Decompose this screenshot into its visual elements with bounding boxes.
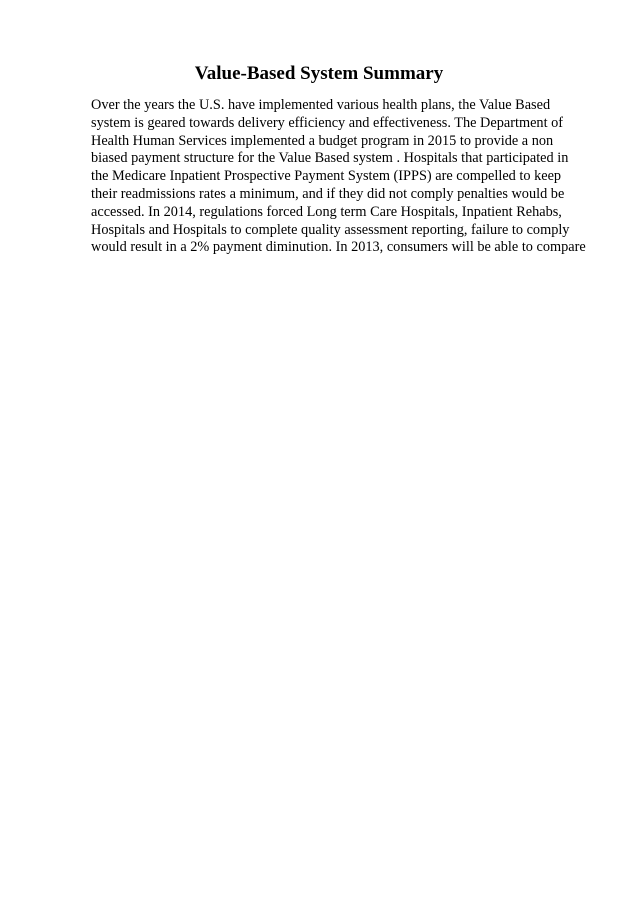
paragraph-line: Over the years the U.S. have implemented various health plans, the Value Based (91, 97, 551, 113)
paragraph-line: system is geared towards delivery efficiency and effectiveness. The Department of (91, 114, 564, 131)
summary-paragraph (91, 97, 611, 257)
document-title: Value-Based System Summary (194, 63, 444, 84)
paragraph-line: accessed. In 2014, regulations forced Long term Care Hospitals, Inpatient Rehabs, (91, 203, 562, 220)
paragraph-line: Health Human Services implemented a budget program in 2015 to provide a non (91, 132, 554, 149)
paragraph-line: Hospitals and Hospitals to complete quality assessment reporting, failure to comply (91, 221, 570, 238)
paragraph-line: their readmissions rates a minimum, and if they did not comply penalties would be (91, 185, 565, 202)
paragraph-line: biased payment structure for the Value Based system . Hospitals that participated in (91, 150, 569, 167)
paragraph-line: would result in a 2% payment diminution. In 2013, consumers will be able to compare (91, 239, 586, 256)
paragraph-line: the Medicare Inpatient Prospective Payment System (IPPS) are compelled to keep (91, 168, 562, 185)
